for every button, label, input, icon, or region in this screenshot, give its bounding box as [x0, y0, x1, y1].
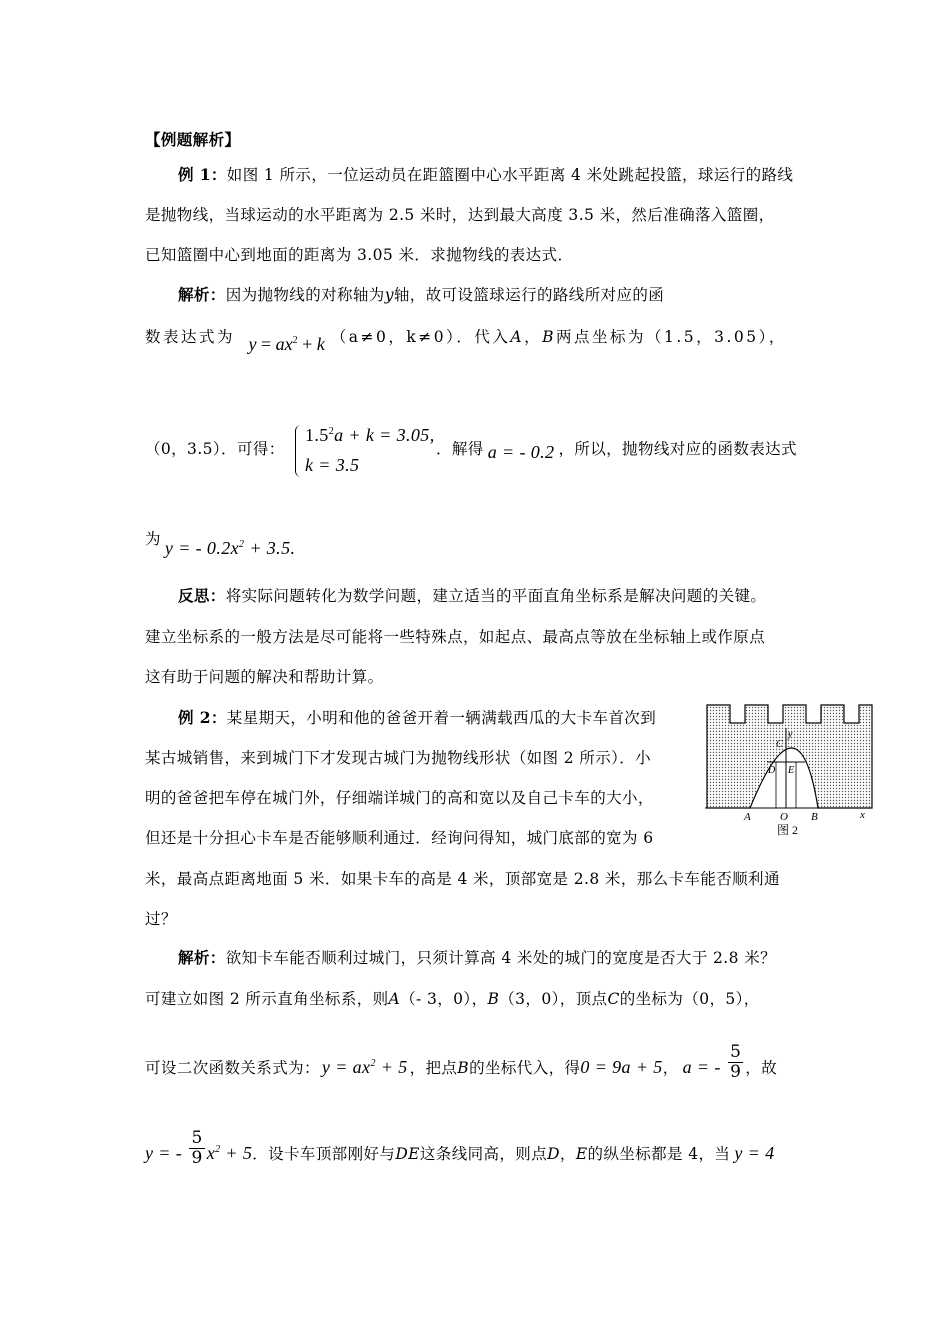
sol2-f4-x: x [206, 1143, 216, 1163]
sol1-formula [248, 334, 324, 354]
ex2-label: 例 2： [178, 708, 227, 727]
frac-num-b: 5 [191, 1127, 203, 1148]
sol1-label: 解析： [178, 285, 226, 304]
sol1-solution: a = - 0.2 [487, 442, 555, 462]
section-title: 【例题解析】 [145, 130, 241, 149]
sol1-text-1a: 因为抛物线的对称轴为 [225, 286, 385, 304]
label-a: A [744, 811, 751, 823]
sol2-f4-exp: 2 [215, 1144, 221, 1155]
sol2-text-4d: 的纵坐标都是 4，当 [587, 1145, 731, 1163]
sol1-line-4 [145, 527, 296, 558]
formula-exp: 2 [292, 335, 298, 346]
figure-caption: 图 2 [777, 823, 799, 837]
sol2-pt-b: B [487, 990, 500, 1008]
sol1-line-1 [178, 283, 664, 305]
sol2-line-1 [178, 946, 776, 968]
sol1-cond: （a≠0，k≠0）．代入 [330, 328, 511, 346]
sol1-text-1b: 轴，故可设篮球运行的路线所对应的函 [393, 286, 665, 304]
sol1-pt-b: B [542, 328, 556, 346]
frac-den-b: 9 [191, 1147, 203, 1168]
sol2-pt-a: A [388, 990, 401, 1008]
sol2-pt-b2: B [457, 1059, 470, 1077]
formula-k: k [316, 334, 325, 354]
frac-num: 5 [730, 1041, 742, 1062]
sol1-pt-a: A [510, 328, 525, 346]
sol2-formula-1 [322, 1057, 408, 1077]
reflect-text-1: 将实际问题转化为数学问题，建立适当的平面直角坐标系是解决问题的关键。 [225, 587, 767, 605]
figure-2 [700, 700, 880, 840]
ex1-label: 例 1： [178, 165, 227, 184]
sol2-f4-rest: + 5 [220, 1143, 253, 1163]
sys-exp: 2 [328, 426, 335, 437]
sol2-text-2c: （3，0），顶点 [499, 990, 608, 1008]
label-b: B [811, 811, 818, 823]
label-d: D [768, 765, 776, 776]
frac-den: 9 [730, 1061, 742, 1082]
label-o: O [780, 811, 788, 823]
ex2-line-3: 明的爸爸把车停在城门外，仔细端详城门的高和宽以及自己卡车的大小， [145, 789, 654, 807]
sol1-line-3a: （0，3.5）．可得： [145, 440, 285, 458]
sol1-sep: ， [524, 328, 543, 346]
formula-plus: + [297, 334, 317, 354]
sol2-text-2d: 的坐标为（0，5）， [619, 990, 760, 1008]
sol2-de: DE [395, 1145, 420, 1163]
sol2-text-1: 欲知卡车能否顺利过城门，只须计算高 4 米处的城门的宽度是否大于 2.8 米？ [225, 949, 777, 967]
formula-ax: ax [275, 334, 293, 354]
sol2-formula-4: y = - [145, 1143, 183, 1163]
sol1-text-4a: 为 [145, 530, 161, 548]
label-x: x [860, 809, 865, 821]
ex2-line-2: 某古城销售，来到城门下才发现古城门为抛物线形状（如图 2 所示）．小 [145, 749, 652, 767]
label-e: E [788, 765, 795, 776]
ex2-line-5: 米，最高点距离地面 5 米．如果卡车的高是 4 米，顶部宽是 2.8 米，那么卡车能否顺利通 [145, 870, 780, 888]
reflect-line-1 [178, 584, 766, 606]
sol2-pt-d: D [547, 1145, 560, 1163]
sol2-f1: y = ax [321, 1057, 371, 1077]
sol2-formula-3: a = - [682, 1057, 721, 1077]
sol2-pt-c: C [607, 990, 620, 1008]
sol2-text-4b: 这条线同高，则点 [419, 1145, 548, 1163]
sol2-label: 解析： [178, 948, 226, 967]
final-dot: . [290, 538, 296, 558]
reflect-line-3: 这有助于问题的解决和帮助计算。 [145, 668, 384, 686]
system-eq-1 [305, 425, 435, 446]
formula-eq: = [256, 334, 276, 354]
ex2-line-6: 过？ [145, 910, 177, 928]
sol2-pt-e: E [575, 1145, 588, 1163]
reflect-label: 反思： [178, 586, 226, 605]
sol1-solve: ．解得 [436, 440, 484, 458]
sol2-text-3c: 的坐标代入，得 [469, 1059, 581, 1077]
sol2-text-3b: ，把点 [409, 1059, 458, 1077]
sol2-text-4c: ， [559, 1145, 576, 1163]
sys-coef: 1.5 [305, 425, 329, 445]
equation-brace [295, 425, 302, 477]
sol1-text-3c: ，所以，抛物线对应的函数表达式 [558, 440, 797, 458]
final-formula-b: + 3.5 [244, 538, 291, 558]
sol2-f1-exp: 2 [370, 1058, 376, 1069]
sol2-text-2b: （- 3，0）， [400, 990, 488, 1008]
ex1-line-1 [178, 163, 793, 185]
fraction-5-9 [728, 1043, 743, 1081]
sol2-formula-4b [207, 1143, 253, 1163]
formula-y: y [248, 334, 257, 354]
sol2-text-3a: 可设二次函数关系式为： [145, 1059, 320, 1077]
label-y: y [788, 729, 793, 740]
fraction-5-9-b [189, 1129, 204, 1167]
final-formula-a: y = - 0.2x [164, 538, 240, 558]
reflect-line-2: 建立坐标系的一般方法是尽可能将一些特殊点，如起点、最高点等放在坐标轴上或作原点 [145, 628, 766, 646]
final-formula [165, 538, 295, 558]
ex2-line-1 [178, 706, 656, 728]
ex2-text-1: 某星期天，小明和他的爸爸开着一辆满载西瓜的大卡车首次到 [226, 709, 657, 727]
sol1-text-2a: 数表达式为 [145, 328, 236, 346]
ex2-line-4: 但还是十分担心卡车是否能够顺利通过．经询问得知，城门底部的宽为 6 [145, 829, 654, 847]
sol2-text-3d: ， [662, 1059, 679, 1077]
wall-shape [707, 705, 872, 808]
sol2-line-4 [145, 1127, 775, 1168]
ex1-line-3: 已知篮圈中心到地面的距离为 3.05 米．求抛物线的表达式． [145, 246, 574, 264]
sol2-line-2 [145, 987, 760, 1009]
sol2-f1b: + 5 [375, 1057, 408, 1077]
sol1-axis-var: y [384, 286, 394, 304]
sol2-text-2a: 可建立如图 2 所示直角坐标系，则 [145, 990, 389, 1008]
ex1-text-1: 如图 1 所示，一位运动员在距篮圈中心水平距离 4 米处跳起投篮，球运行的路线 [226, 166, 794, 184]
sol2-text-3e: ，故 [745, 1059, 778, 1077]
sol2-formula-5: y = 4 [734, 1143, 775, 1163]
city-gate-diagram [700, 700, 880, 840]
system-eq-2: k = 3.5 [305, 455, 360, 475]
label-c: C [776, 739, 783, 750]
ex1-line-2: 是抛物线，当球运动的水平距离为 2.5 米时，达到最大高度 3.5 米，然后准确落入篮圈， [145, 206, 775, 224]
sol1-text-2b: 两点坐标为（1.5，3.05）， [555, 328, 787, 346]
sol1-line-2 [145, 325, 787, 354]
final-exp: 2 [239, 539, 245, 550]
sys-eq1-rest: a + k = 3.05, [334, 425, 435, 445]
sol1-line-3-rest [436, 437, 797, 462]
sol2-line-3 [145, 1041, 778, 1082]
sol2-text-4a: ．设卡车顶部刚好与 [252, 1145, 396, 1163]
sol2-formula-2: 0 = 9a + 5 [580, 1057, 663, 1077]
